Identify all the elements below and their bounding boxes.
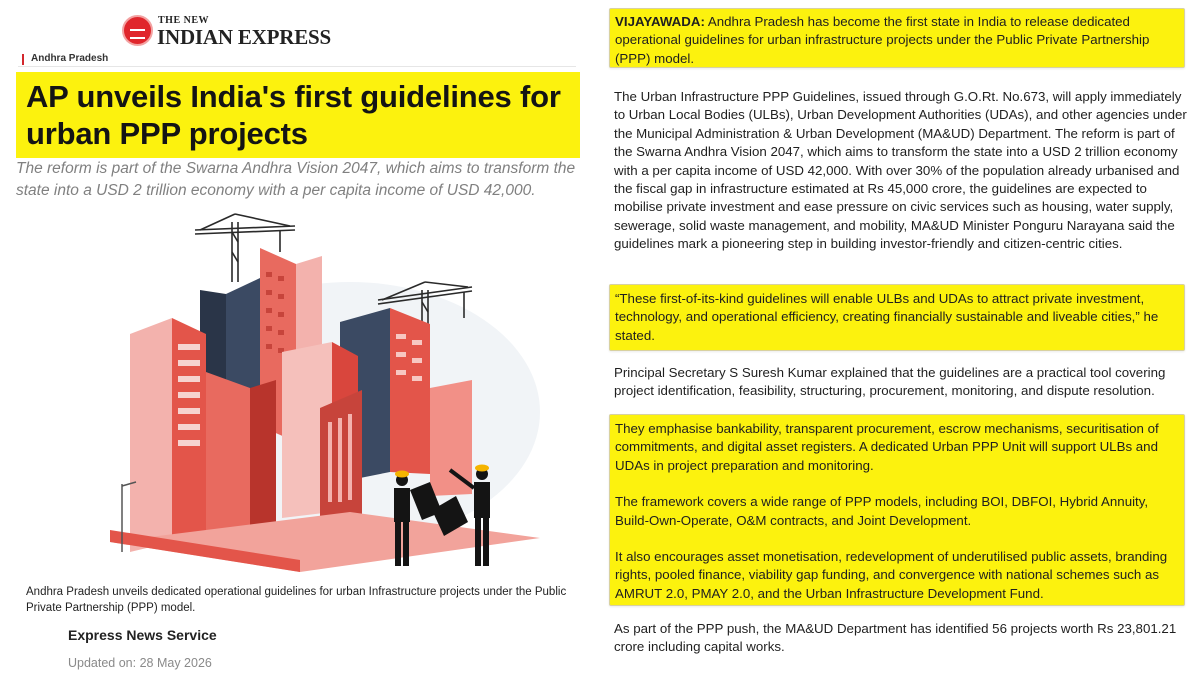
section-marker	[22, 54, 24, 65]
headline-highlight	[16, 72, 580, 158]
lead-paragraph	[610, 9, 1184, 72]
dateline: VIJAYAWADA:	[615, 14, 705, 29]
article-body	[599, 0, 1199, 675]
lead-text: Andhra Pradesh has become the first state in India to release dedicated operational guidelines for urban infrastructure projects under the Public Private Partnership (PPP) model.	[615, 14, 1150, 66]
body-paragraph-4: Principal Secretary S Suresh Kumar explained that the guidelines are a practical tool covering project identification, feasibility, structuring, procurement, monitoring, and dispute resolution.	[614, 365, 1166, 399]
highlight-block	[609, 414, 1185, 606]
section-bar	[18, 53, 576, 67]
highlight-quote	[609, 284, 1185, 351]
logo-title: INDIAN EXPRESS	[157, 25, 331, 49]
body-paragraph-5: They emphasise bankability, transparent procurement, escrow mechanisms, securitisation of commitments, and digital asset registers. A dedicated Urban PPP Unit will support ULBs and UDAs in project preparation and monitoring.	[615, 421, 1159, 473]
logo-small-text: THE NEW	[158, 15, 210, 26]
highlight-lead	[609, 8, 1185, 68]
building-right-low	[430, 380, 472, 496]
updated-date	[68, 656, 212, 670]
article-left-column	[0, 0, 588, 675]
body-paragraph-7: It also encourages asset monetisation, redevelopment of underutilised public assets, branding rights, pooled finance, viability gap funding, and convergence with national schemes such as AMRUT 2.0, PMAY 2.0, and the Urban Infrastructure Development Fund.	[615, 549, 1168, 601]
quote-paragraph: “These first-of-its-kind guidelines will enable ULBs and UDAs to attract private investment, technology, and operational efficiency, creating financially sustainable and liveable cities,” he stated.	[615, 291, 1159, 343]
building-front-red	[206, 372, 250, 552]
building-pink-left	[130, 318, 172, 552]
byline[interactable]: Express News Service	[68, 627, 217, 643]
section-link[interactable]: Andhra Pradesh	[31, 53, 109, 64]
standfirst: The reform is part of the Swarna Andhra Vision 2047, which aims to transform the state into a USD 2 trillion economy with a per capita income of USD 42,000.	[16, 160, 576, 199]
updated-value: 28 May 2026	[139, 656, 212, 670]
body-paragraph-2: The Urban Infrastructure PPP Guidelines, issued through G.O.Rt. No.673, will apply immediately to Urban Local Bodies (ULBs), Urban Development Authorities (UDAs), and other agencies under the Municipal Administration & Urban Development (MA&UD) Department. The reform is part of the Swarna Andhra Vision 2047, which aims to transform the state into a USD 2 trillion economy with a per capita income of USD 42,000. With over 30% of the population already urbanised and the fiscal gap in infrastructure estimated at Rs 45,000 crore, the guidelines are expected to mobilise private investment and ease pressure on civic services such as housing, water supply, sewerage, solid waste management, and mobility, MA&UD Minister Ponguru Narayana said the guidelines mark a pioneering step in building investor-friendly and citizen-centric cities.	[614, 89, 1187, 252]
masthead-logo[interactable]	[122, 14, 332, 50]
page-title: AP unveils India's first guidelines for urban PPP projects	[26, 79, 561, 151]
updated-label: Updated on:	[68, 656, 137, 670]
image-caption: Andhra Pradesh unveils dedicated operational guidelines for urban Infrastructure projects under the Public Private Partnership (PPP) model.	[26, 586, 567, 614]
body-paragraph-6: The framework covers a wide range of PPP models, including BOI, DBFOI, Hybrid Annuity, Build-Own-Operate, O&M contracts, and Joint Development.	[615, 494, 1149, 528]
body-paragraph-8: As part of the PPP push, the MA&UD Department has identified 56 projects worth Rs 23,801.21 crore including capital works.	[614, 621, 1177, 655]
city-construction-illustration	[100, 212, 540, 572]
logo-seal-icon	[122, 15, 153, 46]
